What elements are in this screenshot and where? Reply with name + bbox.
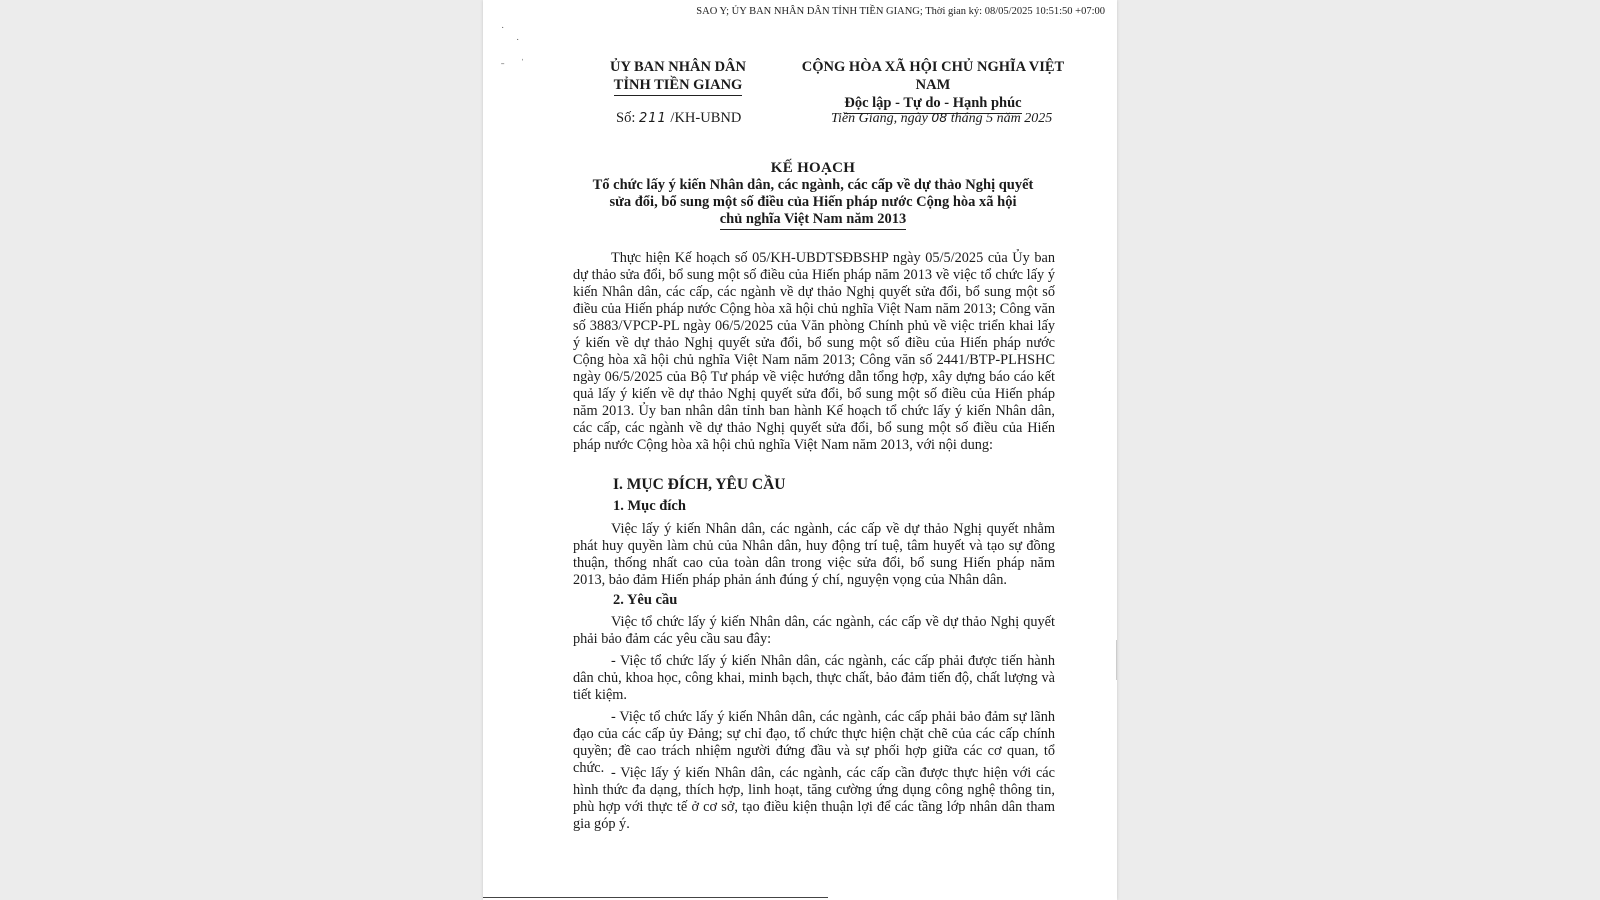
title-line-3: chủ nghĩa Việt Nam năm 2013 bbox=[720, 211, 907, 230]
subsection-requirements: 2. Yêu cầu bbox=[613, 592, 678, 608]
date-prefix: Tiền Giang, ngày bbox=[831, 111, 928, 126]
requirements-intro-block bbox=[573, 614, 1055, 648]
date-rest: tháng 5 năm 2025 bbox=[950, 111, 1053, 126]
document-title bbox=[583, 160, 1043, 230]
national-name: CỘNG HÒA XÃ HỘI CHỦ NGHĨA VIỆT NAM bbox=[801, 59, 1065, 93]
number-suffix: /KH-UBND bbox=[670, 110, 742, 126]
title-line-2: sửa đổi, bổ sung một số điều của Hiến pháp nước Cộng hòa xã hội bbox=[609, 194, 1017, 210]
number-handwritten: 211 bbox=[638, 111, 667, 126]
purpose-paragraph: Việc lấy ý kiến Nhân dân, các ngành, các cấp về dự thảo Nghị quyết nhằm phát huy quyền làm chủ của Nhân dân, huy động trí tuệ, tâm huyết và tạo sự đồng thuận, thống nhất cao của toàn dân trong việc sửa đổi, bổ sung Hiến pháp năm 2013, bảo đảm Hiến pháp phản ánh đúng ý chí, nguyện vọng của Nhân dân. bbox=[573, 521, 1055, 588]
intro-paragraph: Thực hiện Kế hoạch số 05/KH-UBDTSĐBSHP ngày 05/5/2025 của Ủy ban dự thảo sửa đổi, bổ sung một số điều của Hiến pháp năm 2013 về việc tổ chức lấy ý kiến Nhân dân, các cấp, các ngành về dự thảo Nghị quyết sửa đổi, bổ sung một số điều của Hiến pháp nước Cộng hòa xã hội chủ nghĩa Việt Nam năm 2013; Công văn số 3883/VPCP-PL ngày 06/5/2025 của Văn phòng Chính phủ về việc triển khai lấy ý kiến về dự thảo Nghị quyết sửa đổi, bổ sung một số điều của Hiến pháp nước Cộng hòa xã hội chủ nghĩa Việt Nam năm 2013; Công văn số 2441/BTP-PLHSHC ngày 06/5/2025 của Bộ Tư pháp về việc hướng dẫn tổng hợp, xây dựng báo cáo kết quả lấy ý kiến về dự thảo Nghị quyết sửa đổi, bổ sung một số điều của Hiến pháp năm 2013. Ủy ban nhân dân tỉnh ban hành Kế hoạch tổ chức lấy ý kiến Nhân dân, các cấp, các ngành về dự thảo Nghị quyết sửa đổi, bổ sung một số điều của Hiến pháp nước Cộng hòa xã hội chủ nghĩa Việt Nam năm 2013, với nội dung: bbox=[573, 250, 1055, 453]
purpose-block bbox=[573, 521, 1055, 589]
subsection-purpose: 1. Mục đích bbox=[613, 498, 686, 514]
document-page bbox=[483, 0, 1117, 900]
requirement-1: - Việc tổ chức lấy ý kiến Nhân dân, các ngành, các cấp phải được tiến hành dân chủ, khoa học, công khai, minh bạch, thực chất, bảo đảm tiến độ, chất lượng và tiết kiệm. bbox=[573, 653, 1055, 703]
digital-signature-stamp: SAO Y; ỦY BAN NHÂN DÂN TỈNH TIỀN GIANG; Thời gian ký: 08/05/2025 10:51:50 +07:00 bbox=[696, 6, 1105, 17]
scan-edge-mark bbox=[1116, 640, 1117, 680]
intro-paragraph-block bbox=[573, 250, 1055, 454]
national-heading bbox=[783, 58, 1083, 114]
issuing-authority bbox=[593, 58, 763, 96]
requirements-intro: Việc tổ chức lấy ý kiến Nhân dân, các ngành, các cấp về dự thảo Nghị quyết phải bảo đảm các yêu cầu sau đây: bbox=[573, 614, 1055, 647]
authority-line-2: TỈNH TIỀN GIANG bbox=[614, 76, 743, 96]
issue-date bbox=[831, 110, 1052, 127]
requirement-2: - Việc tổ chức lấy ý kiến Nhân dân, các ngành, các cấp phải bảo đảm sự lãnh đạo của các cấp ủy Đảng; sự chỉ đạo, tổ chức thực hiện chặt chẽ của các cấp chính quyền; đề cao trách nhiệm người đứng đầu và sự phối hợp giữa các cơ quan, tổ chức. bbox=[573, 709, 1055, 776]
title-main: KẾ HOẠCH bbox=[770, 160, 856, 176]
document-number bbox=[616, 110, 741, 127]
requirement-3-block bbox=[573, 765, 1055, 833]
number-prefix: Số: bbox=[616, 110, 636, 126]
scan-specks: ˙ ˙ ˌ ˉ bbox=[501, 26, 525, 73]
date-day: 08 bbox=[931, 110, 948, 125]
section-heading: I. MỤC ĐÍCH, YÊU CẦU bbox=[613, 476, 786, 493]
requirement-1-block bbox=[573, 653, 1055, 704]
authority-line-1: ỦY BAN NHÂN DÂN bbox=[609, 59, 746, 75]
scan-bottom-line bbox=[483, 897, 828, 898]
requirement-3: - Việc lấy ý kiến Nhân dân, các ngành, các cấp cần được thực hiện với các hình thức đa dạng, thích hợp, linh hoạt, tăng cường ứng dụng công nghệ thông tin, phù hợp với thực tế ở cơ sở, tạo điều kiện thuận lợi để các tầng lớp nhân dân tham gia góp ý. bbox=[573, 765, 1055, 832]
title-line-1: Tổ chức lấy ý kiến Nhân dân, các ngành, các cấp về dự thảo Nghị quyết bbox=[592, 177, 1034, 193]
national-motto: Độc lập - Tự do - Hạnh phúc bbox=[844, 94, 1021, 114]
